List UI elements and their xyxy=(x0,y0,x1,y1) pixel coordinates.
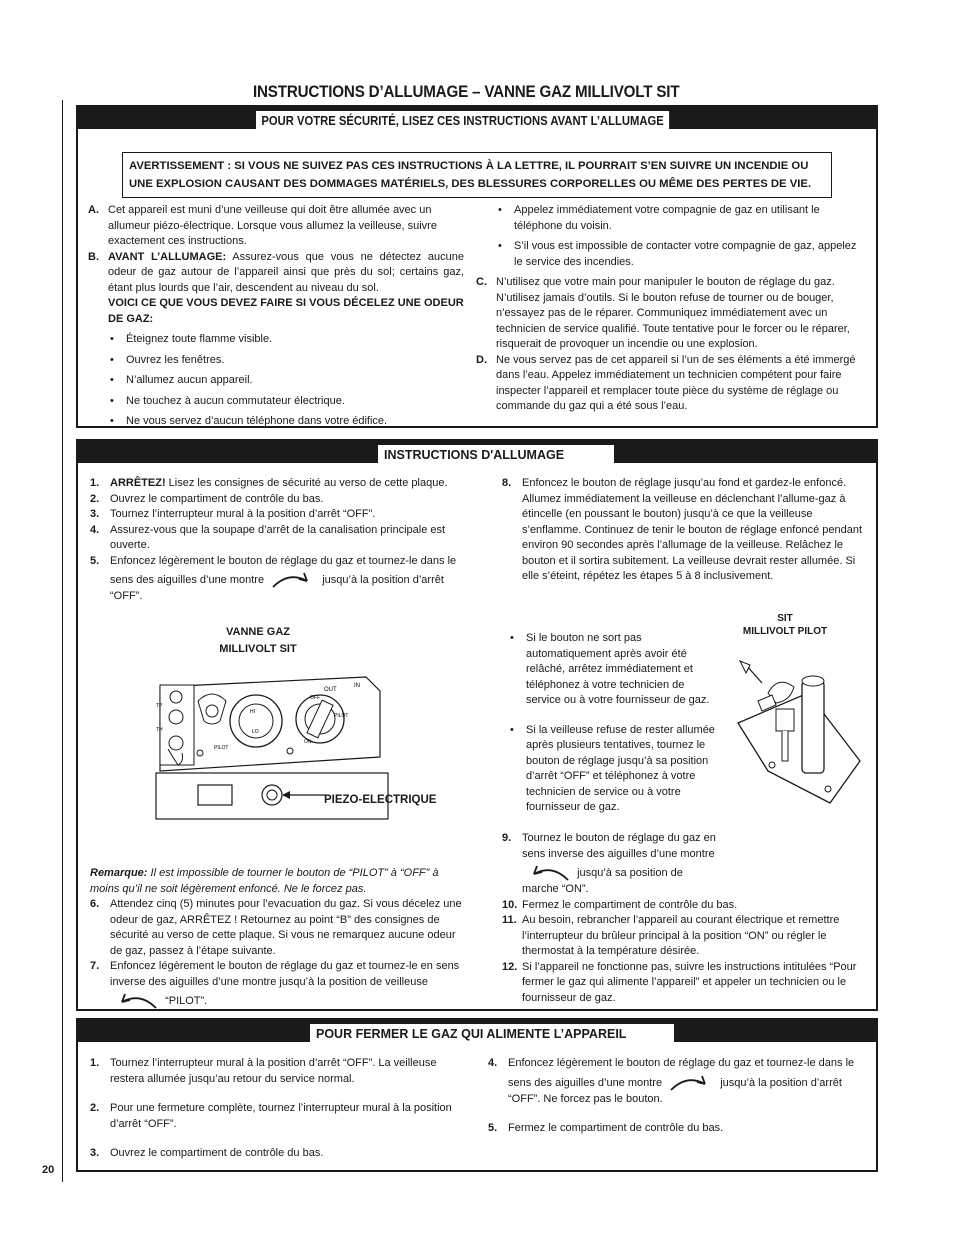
remark-lead: Remarque: xyxy=(90,867,148,879)
warning-text: AVERTISSEMENT : SI VOUS NE SUIVEZ PAS CES INSTRUCTIONS À LA LETTRE, IL POURRAIT S’EN SUIVRE UN INCENDIE OU UNE EXPLOSION CAUSANT DES DOMMAGES MATÉRIELS, DES BLESSURES CORPORELLES OU MÊME DES PERTES DE VIE. xyxy=(129,160,812,190)
valve-mark-off: OFF xyxy=(310,695,320,701)
step-7-text-a: Enfoncez légèrement le bouton de réglage du gaz et tournez-le en sens inverse des aiguilles d’une montre jusqu’à la position de veilleuse xyxy=(110,960,460,988)
pilot-diagram xyxy=(728,653,868,813)
warning-box xyxy=(122,152,832,198)
valve-mark-lo: LO xyxy=(252,729,259,735)
item-c-label: C. xyxy=(476,276,487,288)
item-d-label: D. xyxy=(476,353,487,366)
step-12-text: Si l’appareil ne fonctionne pas, suivre les instructions intitulées “Pour fermer le gaz qui alimente l’appareil” et appeler un technicien ou le fournisseur de gaz. xyxy=(522,960,857,1004)
item-d-text: Ne vous servez pas de cet appareil si l’un de ses éléments a été immergé dans l’eau. Appelez immédiatement un technicien compétent pour faire inspecter l’appareil et remplacer toute pièce du système de réglage ou commande du gaz qui a été sous l’eau. xyxy=(496,353,856,412)
page-title: INSTRUCTIONS D’ALLUMAGE – VANNE GAZ MILLIVOLT SIT xyxy=(253,83,680,101)
step-8-text: Enfoncez le bouton de réglage jusqu’au fond et gardez-le enfoncé. Allumez immédiatement la veilleuse en déclenchant l’allume-gaz à étincelle (en poussant le bouton) jusqu’à ce que la veilleuse s’enflamme. Continuez de tenir le bouton de réglage enfoncé pendant environ 90 secondes après l’allumage de la veilleuse. Relâchez le bouton et il sortira subitement. La veilleuse devrait rester allumée. Si elle s’éteint, répétez les étapes 5 à 8 inclusivement. xyxy=(522,477,863,582)
lighting-header: INSTRUCTIONS D'ALLUMAGE xyxy=(378,445,614,465)
list-item: • N’allumez aucun appareil. xyxy=(108,373,464,389)
step-2-text: Ouvrez le compartiment de contrôle du bas. xyxy=(110,492,324,505)
remark-text: Il est impossible de tourner le bouton de “PILOT” à “OFF” à moins qu’il ne soit légèrement enfoncé. Ne le forcez pas. xyxy=(90,867,439,895)
step-4-text: Assurez-vous que la soupape d’arrêt de la canalisation principale est ouverte. xyxy=(110,523,446,551)
counterclockwise-arrow-icon xyxy=(112,990,160,1010)
shutoff-header: POUR FERMER LE GAZ QUI ALIMENTE L’APPAREIL xyxy=(310,1024,674,1044)
step-4-label: 4. xyxy=(90,523,100,536)
shutoff-step-2-label: 2. xyxy=(90,1102,100,1114)
valve-mark-th: TH xyxy=(156,727,163,733)
step-11-label: 11. xyxy=(502,914,517,926)
list-item: • Éteignez toute flamme visible. xyxy=(108,332,464,348)
step-9-text-a: Tournez le bouton de réglage du gaz en sens inverse des aiguilles d’une montre xyxy=(522,832,716,860)
valve-mark-hi: HI xyxy=(250,709,255,715)
list-item: • Ne vous servez d’aucun téléphone dans votre édifice. xyxy=(108,414,464,430)
shutoff-step-4-text-b: jusqu’à la position d’arrêt “OFF”. Ne forcez pas le bouton. xyxy=(508,1076,842,1105)
shutoff-left-column xyxy=(90,1056,462,1162)
step-1-text: Lisez les consignes de sécurité au verso de cette plaque. xyxy=(165,477,448,489)
lighting-section xyxy=(76,439,878,1011)
shutoff-right-column xyxy=(488,1056,860,1137)
item-b-label: B. xyxy=(88,250,99,263)
shutoff-step-1-text: Tournez l’interrupteur mural à la position d’arrêt “OFF”. La veilleuse restera allumée jusqu’au retour du service normal. xyxy=(110,1057,437,1085)
step-10-text: Fermez le compartiment de contrôle du bas. xyxy=(522,898,738,911)
lighting-left-column xyxy=(90,476,462,605)
step-12-label: 12. xyxy=(502,960,518,973)
valve-mark-on: ON xyxy=(304,739,312,745)
step-5-text-a: Enfoncez légèrement le bouton de réglage du gaz et tournez-le dans le sens des aiguilles d’une montre xyxy=(110,554,457,586)
clockwise-arrow-icon xyxy=(667,1072,715,1092)
step-6-label: 6. xyxy=(90,898,100,910)
step-5-text-b: jusqu’à la position d’arrêt “OFF”. xyxy=(110,574,444,602)
valve-mark-pilot-side: PILOT xyxy=(214,745,229,751)
list-item: • S’il vous est impossible de contacter votre compagnie de gaz, appelez le service des incendies. xyxy=(496,239,868,270)
list-item: • Si la veilleuse refuse de rester allumée après plusieurs tentatives, tournez le bouton de réglage jusqu’à sa position d’arrêt “OFF” et téléphonez à votre technicien de service ou à votre fournisseur de gaz. xyxy=(508,723,722,816)
valve-mark-pilot: PILOT xyxy=(334,713,349,719)
valve-caption: VANNE GAZ MILLIVOLT SIT xyxy=(219,626,297,655)
list-item: • Si le bouton ne sort pas automatiquement après avoir été relâché, arrêtez immédiatement et téléphonez à votre technicien de service ou à votre fournisseur de gaz. xyxy=(508,631,722,709)
safety-section xyxy=(76,105,878,428)
item-c-text: N’utilisez que votre main pour manipuler le bouton de réglage du gaz. N’utilisez jamais d’outils. Si le bouton refuse de tourner ou de bouger, n’essayez pas de le réparer. Communiquez immédiatement avec un technicien de service qualifié. Toute tentative pour le forcer ou le réparer, risquerait de provoquer un incendie ou une explosion. xyxy=(496,276,850,350)
step-2-label: 2. xyxy=(90,492,100,505)
step-6-text: Attendez cinq (5) minutes pour l’evacuation du gaz. Si vous décelez une odeur de gaz, ARRÊTEZ ! Retournez au point “B” des consignes de sécurité au verso de cette plaque. Si vous ne remarquez aucune odeur de gaz, passez à l’étape suivante. xyxy=(110,898,462,957)
pilot-caption: SIT MILLIVOLT PILOT xyxy=(742,613,828,637)
item-b-voici: VOICI CE QUE VOUS DEVEZ FAIRE SI VOUS DÉCELEZ UNE ODEUR DE GAZ: xyxy=(108,297,464,325)
safety-header: POUR VOTRE SÉCURITÉ, LISEZ CES INSTRUCTIONS AVANT L’ALLUMAGE xyxy=(256,111,669,131)
list-item: • Appelez immédiatement votre compagnie de gaz en utilisant le téléphone du voisin. xyxy=(496,203,868,234)
lighting-right-bullets xyxy=(508,631,722,816)
clockwise-arrow-icon xyxy=(269,569,317,589)
lighting-right-lower xyxy=(502,831,866,1006)
shutoff-step-5-text: Fermez le compartiment de contrôle du bas. xyxy=(508,1122,724,1134)
item-a-text: Cet appareil est muni d’une veilleuse qui doit être allumée avec un allumeur piézo-électrique. Lorsque vous allumez la veilleuse, suivre exactement ces instructions. xyxy=(108,204,437,247)
shutoff-step-5-label: 5. xyxy=(488,1122,498,1134)
step-9-text-b: jusqu’à sa position de marche “ON”. xyxy=(522,867,683,895)
shutoff-header-bar xyxy=(78,1020,876,1042)
step-9-label: 9. xyxy=(502,832,512,844)
shutoff-step-4-text-a: Enfoncez légèrement le bouton de réglage du gaz et tournez-le dans le sens des aiguilles d’une montre xyxy=(508,1057,855,1089)
lighting-left-lower xyxy=(90,866,462,1010)
page-number: 20 xyxy=(42,1164,55,1176)
lighting-header-bar xyxy=(78,441,876,463)
remark xyxy=(90,866,462,897)
step-8-label: 8. xyxy=(502,477,512,489)
safety-left-column xyxy=(88,203,464,430)
safety-right-column xyxy=(476,203,868,415)
safety-header-bar xyxy=(78,107,876,129)
list-item: • Ouvrez les fenêtres. xyxy=(108,353,464,369)
shutoff-step-1-label: 1. xyxy=(90,1057,100,1069)
step-7-label: 7. xyxy=(90,960,100,972)
step-3-text: Tournez l’interrupteur mural à la position d’arrêt “OFF”. xyxy=(110,508,376,520)
item-b-lead: AVANT L’ALLUMAGE: xyxy=(108,250,227,263)
step-7-text-b: “PILOT”. xyxy=(165,995,208,1007)
shutoff-step-3-text: Ouvrez le compartiment de contrôle du bas. xyxy=(110,1147,324,1159)
step-11-text: Au besoin, rebrancher l’appareil au courant électrique et remettre l’interrupteur du brûleur principal à la position “ON” ou régler le thermostat à la température désirée. xyxy=(522,914,840,957)
shutoff-section xyxy=(76,1018,878,1172)
step-5-label: 5. xyxy=(90,554,100,567)
step-3-label: 3. xyxy=(90,508,100,520)
step-10-label: 10. xyxy=(502,898,518,911)
item-b-text: Assurez-vous que vous ne détectez aucune odeur de gaz autour de l’appareil ainsi que près du sol; certains gaz, étant plus lourds que l’air, descendent au niveau du sol. xyxy=(108,250,465,294)
left-margin-rule xyxy=(62,100,63,1182)
item-a-label: A. xyxy=(88,204,99,216)
shutoff-step-3-label: 3. xyxy=(90,1147,100,1159)
shutoff-step-2-text: Pour une fermeture complète, tournez l’interrupteur mural à la position d’arrêt “OFF”. xyxy=(110,1102,452,1130)
counterclockwise-arrow-icon xyxy=(524,862,572,882)
lighting-right-column xyxy=(502,476,866,585)
list-item: • Ne touchez à aucun commutateur électrique. xyxy=(108,394,464,410)
step-1-label: 1. xyxy=(90,477,100,489)
valve-mark-in: IN xyxy=(354,683,360,689)
valve-mark-out: OUT xyxy=(324,687,337,693)
shutoff-step-4-label: 4. xyxy=(488,1057,498,1069)
valve-mark-tp: TP xyxy=(156,703,163,709)
step-1-lead: ARRÊTEZ! xyxy=(110,477,166,489)
piezo-label: PIEZO-ELECTRIQUE xyxy=(324,794,437,806)
